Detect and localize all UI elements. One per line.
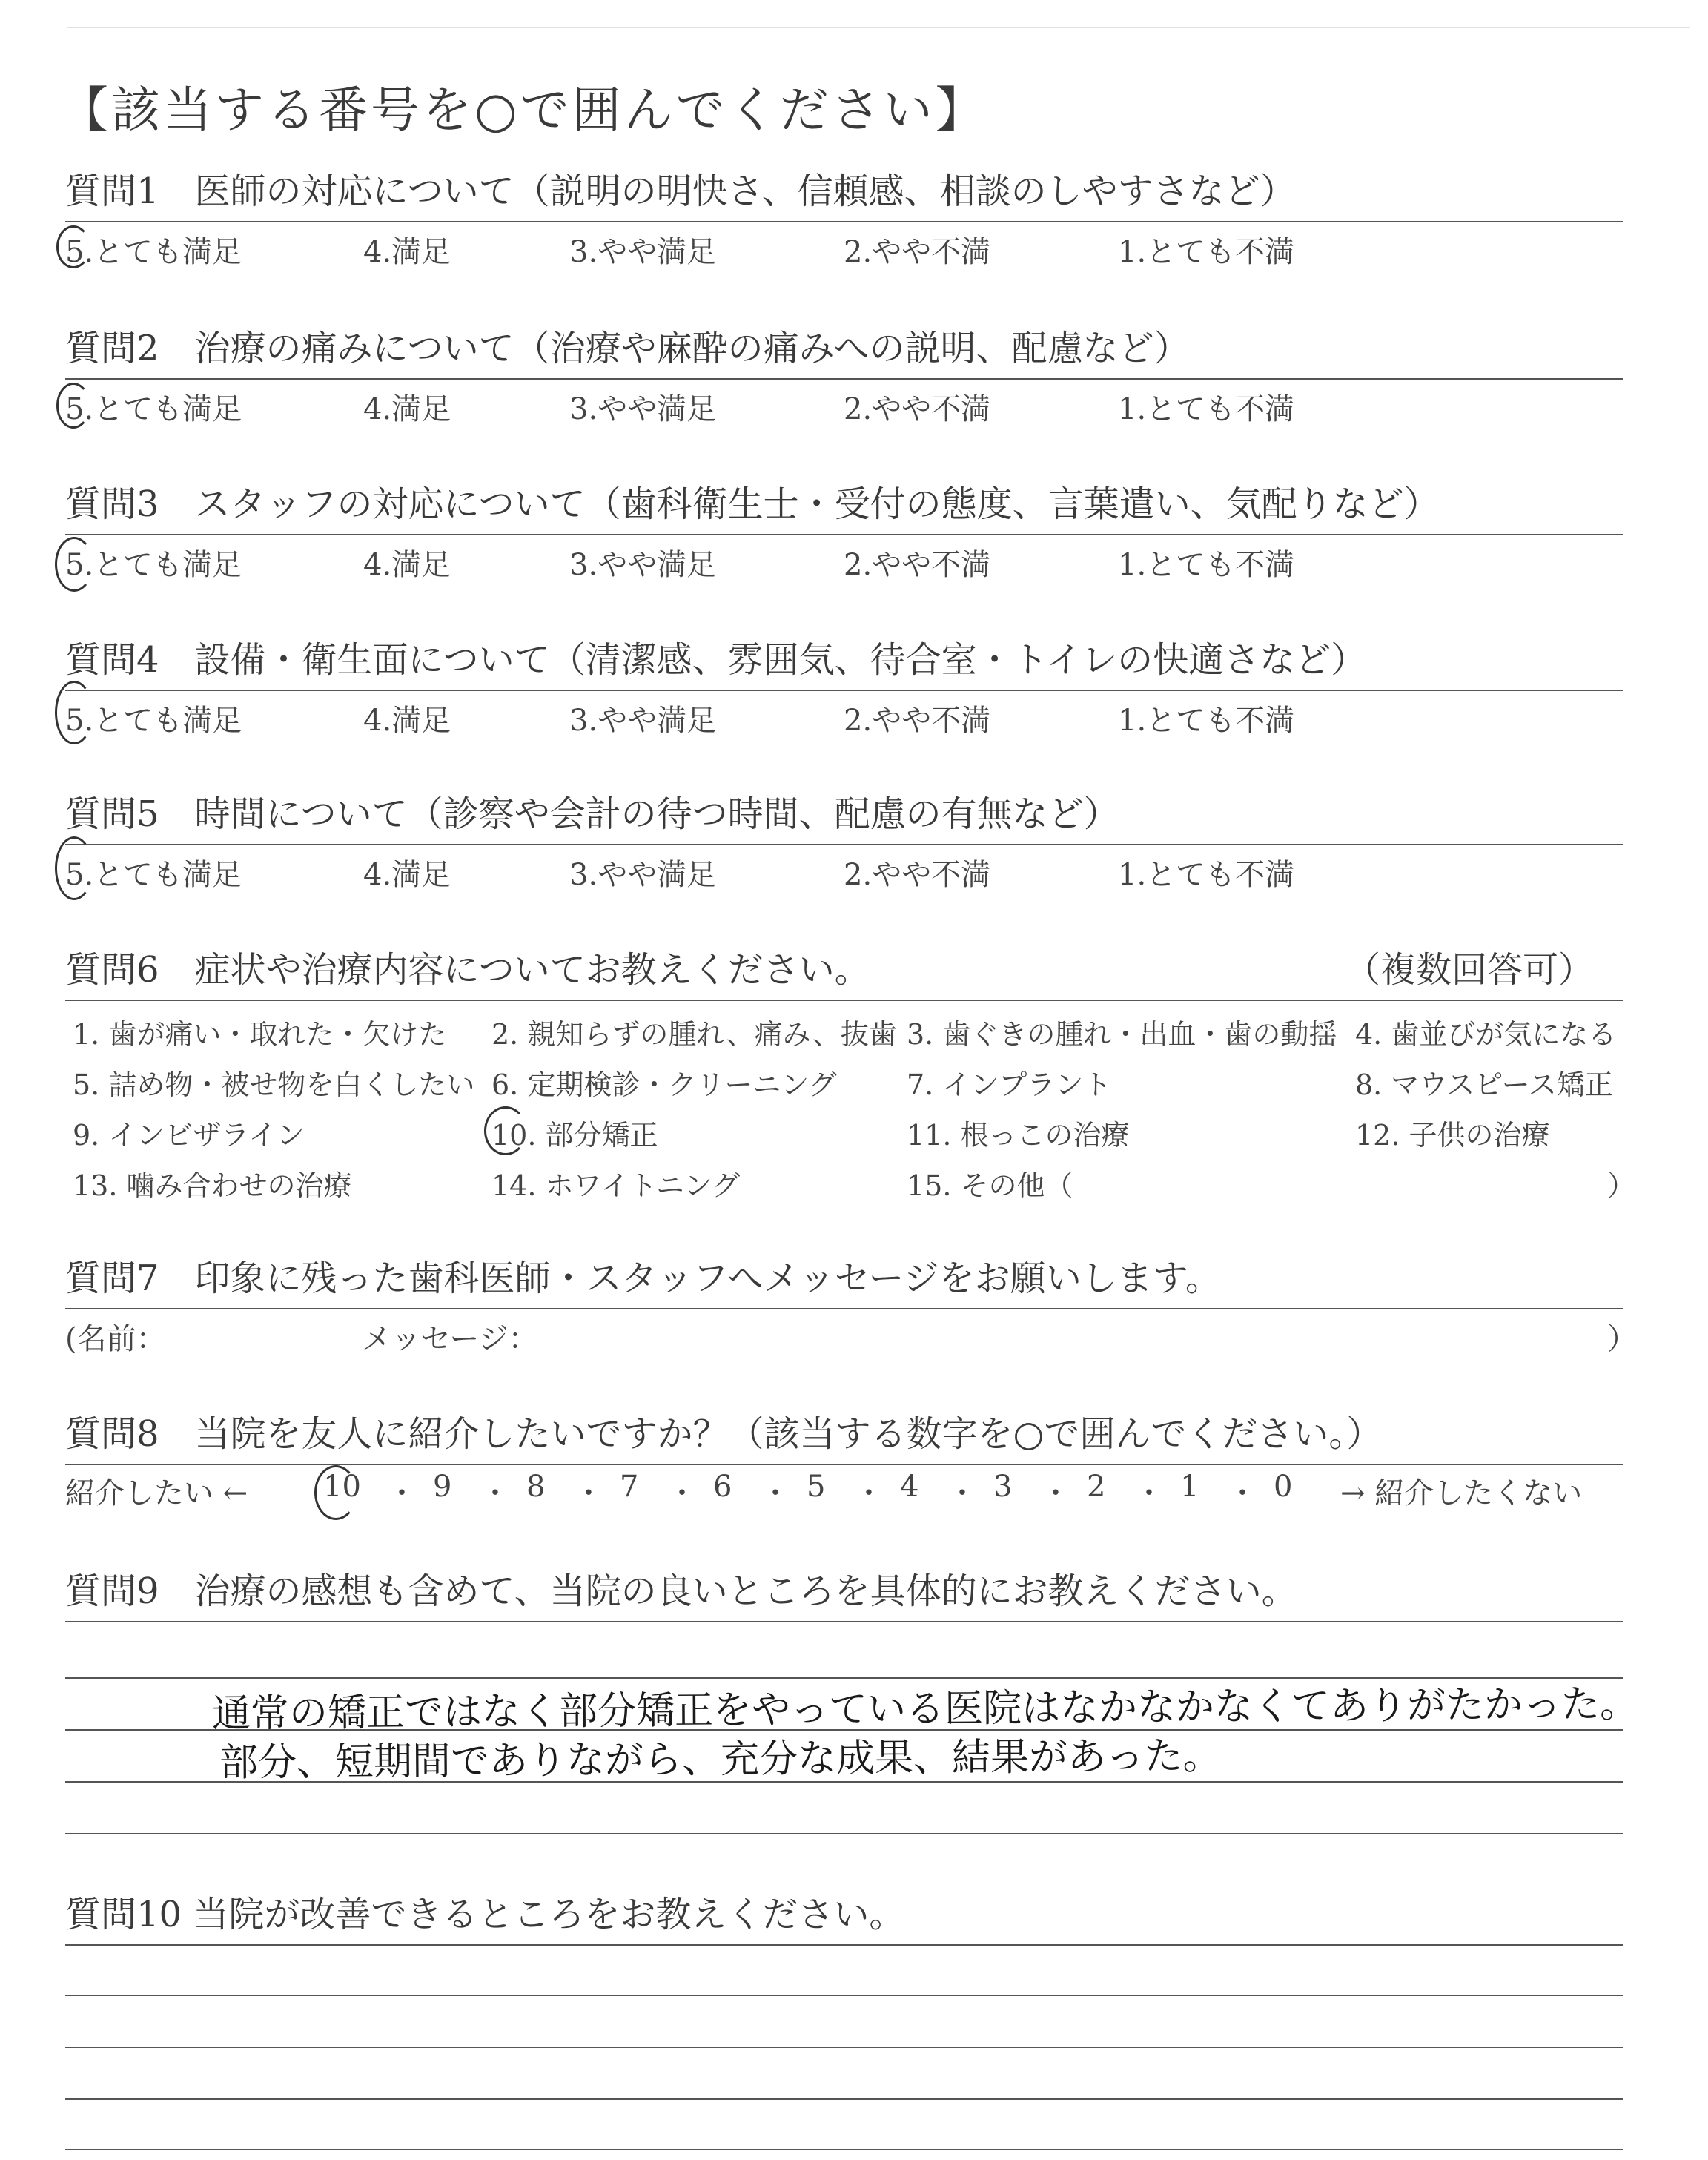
rating-option-2[interactable]: 2.やや不満 — [844, 858, 991, 892]
question-2 — [65, 326, 1623, 424]
rating-option-4[interactable]: 4.満足 — [363, 235, 451, 269]
question-6 — [65, 948, 1636, 1209]
scale-right-label: → 紹介したくない — [1340, 1476, 1583, 1510]
rating-option-2[interactable]: 2.やや不満 — [844, 235, 991, 269]
question-5-title: 質問5 時間について（診察や会計の待つ時間、配慮の有無など） — [65, 793, 1119, 835]
rating-option-1[interactable]: 1.とても不満 — [1118, 548, 1295, 582]
question-3-title: 質問3 スタッフの対応について（歯科衛生士・受付の態度、言葉遣い、気配りなど） — [65, 483, 1440, 525]
rating-option-3[interactable]: 3.やや満足 — [569, 392, 717, 426]
answer-line — [65, 2149, 1623, 2150]
question-10 — [65, 1892, 1623, 1946]
name-label: (名前： — [65, 1322, 166, 1356]
treatment-option-other[interactable]: 15. その他（ — [907, 1169, 1073, 1202]
scale-dot: ・ — [574, 1476, 603, 1510]
question-4 — [65, 638, 1623, 736]
rating-option-3[interactable]: 3.やや満足 — [569, 548, 717, 582]
rating-option-5[interactable]: 5.とても満足 — [65, 704, 242, 738]
scale-left-label: 紹介したい ← — [65, 1476, 248, 1510]
selection-circle — [314, 1465, 357, 1520]
answer-line — [65, 1995, 1623, 1996]
selection-circle — [55, 537, 93, 592]
scale-value[interactable]: 10 — [323, 1470, 361, 1504]
question-6-options — [65, 1001, 1636, 1209]
treatment-option-other-close: ） — [1607, 1169, 1636, 1202]
rating-option-3[interactable]: 3.やや満足 — [569, 858, 717, 892]
selection-circle — [56, 383, 90, 429]
rating-option-3[interactable]: 3.やや満足 — [569, 235, 717, 269]
scale-value[interactable]: 5 — [807, 1470, 826, 1504]
selection-circle — [56, 225, 90, 268]
rating-option-4[interactable]: 4.満足 — [363, 858, 451, 892]
scale-value[interactable]: 4 — [900, 1470, 919, 1504]
rating-option-4[interactable]: 4.満足 — [363, 548, 451, 582]
question-9 — [65, 1569, 1623, 1622]
scale-dot: ・ — [1228, 1476, 1257, 1510]
question-9-title: 質問9 治療の感想も含めて、当院の良いところを具体的にお教えください。 — [65, 1571, 1297, 1612]
question-8-title: 質問8 当院を友人に紹介したいですか？（該当する数字を○で囲んでください。） — [65, 1413, 1383, 1455]
question-4-title: 質問4 設備・衛生面について（清潔感、雰囲気、待合室・トイレの快適さなど） — [65, 639, 1367, 681]
rating-option-5[interactable]: 5.とても満足 — [65, 235, 242, 269]
rating-option-1[interactable]: 1.とても不満 — [1118, 392, 1295, 426]
scale-value[interactable]: 1 — [1180, 1470, 1199, 1504]
handwritten-answer-line-1: 通常の矯正ではなく部分矯正をやっている医院はなかなかなくてありがたかった。 — [211, 1682, 1639, 1737]
question-1-title: 質問1 医師の対応について（説明の明快さ、信頼感、相談のしやすさなど） — [65, 171, 1296, 212]
question-2-options — [65, 380, 1623, 424]
scale-dot: ・ — [947, 1476, 977, 1510]
treatment-option[interactable]: 8. マウスピース矯正 — [1355, 1069, 1613, 1101]
question-6-note: （複数回答可） — [1344, 949, 1594, 991]
question-1 — [65, 169, 1623, 267]
answer-line — [65, 2098, 1623, 2100]
rating-option-2[interactable]: 2.やや不満 — [844, 704, 991, 738]
selection-circle — [55, 836, 93, 900]
question-5 — [65, 792, 1623, 890]
message-label[interactable]: メッセージ： — [362, 1322, 538, 1356]
scale-value[interactable]: 3 — [993, 1470, 1013, 1504]
question-10-title: 質問10 当院が改善できるところをお教えください。 — [65, 1894, 905, 1935]
scale-dot: ・ — [854, 1476, 884, 1510]
selection-circle — [55, 681, 93, 744]
answer-line — [65, 2047, 1623, 2048]
question-9-rule — [65, 1621, 1623, 1622]
rating-option-5[interactable]: 5.とても満足 — [65, 392, 242, 426]
rating-option-1[interactable]: 1.とても不満 — [1118, 858, 1295, 892]
scale-dot: ・ — [1134, 1476, 1164, 1510]
form-header: 【該当する番号を○で囲んでください】 — [59, 82, 987, 139]
rating-option-5[interactable]: 5.とても満足 — [65, 548, 242, 582]
question-8 — [65, 1412, 1623, 1510]
scale-value[interactable]: 0 — [1274, 1470, 1293, 1504]
question-6-text: 質問6 症状や治療内容についてお教えください。 — [65, 949, 870, 991]
message-close: ） — [1607, 1322, 1637, 1356]
rating-option-4[interactable]: 4.満足 — [363, 392, 451, 426]
scale-dot: ・ — [480, 1476, 510, 1510]
question-5-options — [65, 845, 1623, 890]
treatment-option[interactable]: 14. ホワイトニング — [491, 1169, 741, 1202]
handwritten-answer-line-2: 部分、短期間でありながら、充分な成果、結果があった。 — [219, 1734, 1222, 1786]
scale-dot: ・ — [387, 1476, 417, 1510]
rating-option-3[interactable]: 3.やや満足 — [569, 704, 717, 738]
treatment-option[interactable]: 12. 子供の治療 — [1355, 1119, 1550, 1152]
question-1-options — [65, 222, 1623, 267]
scale-value[interactable]: 2 — [1087, 1470, 1106, 1504]
rating-option-2[interactable]: 2.やや不満 — [844, 548, 991, 582]
scale-value[interactable]: 8 — [526, 1470, 546, 1504]
scale-value[interactable]: 9 — [433, 1470, 452, 1504]
question-7-fields — [65, 1309, 1637, 1356]
treatment-option[interactable]: 13. 噛み合わせの治療 — [73, 1169, 352, 1202]
referral-scale — [65, 1465, 1623, 1510]
scale-dot: ・ — [1041, 1476, 1070, 1510]
scan-edge — [67, 27, 1690, 28]
treatment-option[interactable]: 3. 歯ぐきの腫れ・出血・歯の動揺 — [907, 1018, 1337, 1051]
scale-dot: ・ — [667, 1476, 697, 1510]
treatment-option[interactable]: 6. 定期検診・クリーニング — [491, 1069, 837, 1101]
treatment-option[interactable]: 1. 歯が痛い・取れた・欠けた — [73, 1018, 447, 1051]
question-7 — [65, 1256, 1637, 1356]
scale-dot: ・ — [761, 1476, 790, 1510]
treatment-option[interactable]: 9. インビザライン — [73, 1119, 305, 1152]
rating-option-2[interactable]: 2.やや不満 — [844, 392, 991, 426]
treatment-option[interactable]: 4. 歯並びが気になる — [1355, 1018, 1617, 1051]
question-6-title — [65, 948, 1623, 992]
selection-circle — [484, 1106, 527, 1155]
rating-option-5[interactable]: 5.とても満足 — [65, 858, 242, 892]
answer-line — [65, 1833, 1623, 1834]
rating-option-1[interactable]: 1.とても不満 — [1118, 704, 1295, 738]
rating-option-4[interactable]: 4.満足 — [363, 704, 451, 738]
question-4-options — [65, 691, 1623, 736]
question-10-rule — [65, 1944, 1623, 1946]
question-2-title: 質問2 治療の痛みについて（治療や麻酔の痛みへの説明、配慮など） — [65, 328, 1190, 369]
scale-value[interactable]: 7 — [620, 1470, 639, 1504]
question-3 — [65, 482, 1623, 580]
scale-value[interactable]: 6 — [713, 1470, 732, 1504]
treatment-option[interactable]: 2. 親知らずの腫れ、痛み、抜歯 — [491, 1018, 897, 1051]
treatment-option[interactable]: 7. インプラント — [907, 1069, 1112, 1101]
rating-option-1[interactable]: 1.とても不満 — [1118, 235, 1295, 269]
treatment-option[interactable]: 5. 詰め物・被せ物を白くしたい — [73, 1069, 475, 1101]
question-7-title: 質問7 印象に残った歯科医師・スタッフへメッセージをお願いします。 — [65, 1258, 1221, 1299]
treatment-option-selected[interactable]: 10. 部分矯正 — [491, 1119, 658, 1152]
treatment-option[interactable]: 11. 根っこの治療 — [907, 1119, 1130, 1152]
question-3-options — [65, 535, 1623, 580]
